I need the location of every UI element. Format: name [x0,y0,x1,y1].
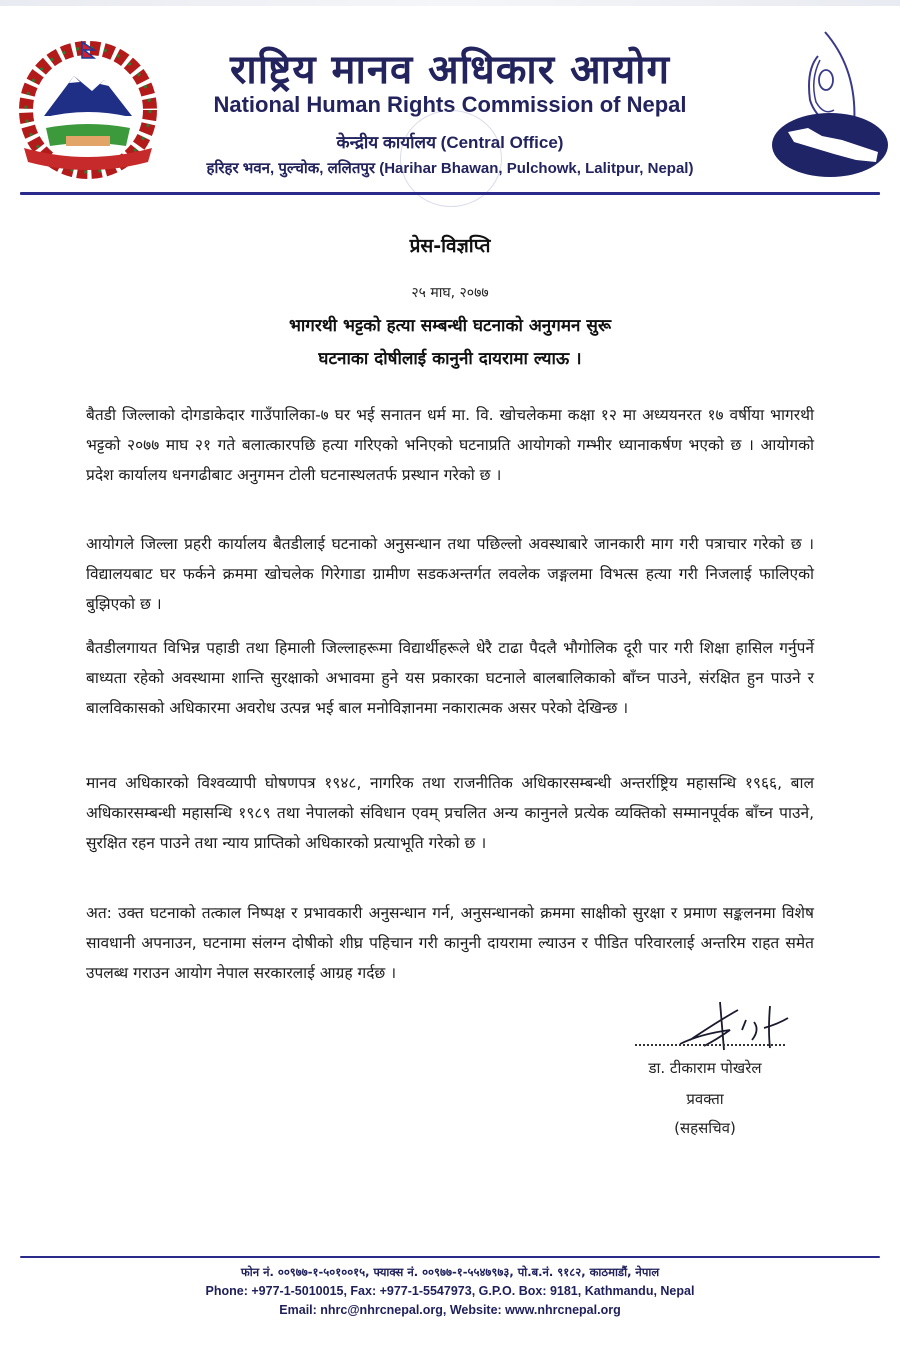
signatory-rank: (सहसचिव) [674,1119,736,1137]
signatory-role: प्रवक्ता [686,1090,724,1108]
headline-line-2: घटनाका दोषीलाई कानुनी दायरामा ल्याऊ । [318,349,582,369]
handwritten-signature-icon [620,1000,830,1060]
footer-divider [20,1256,880,1258]
office-address: हरिहर भवन, पुल्चोक, ललितपुर (Harihar Bhawan, Pulchowk, Lalitpur, Nepal) [206,160,694,177]
signature-line [635,1044,785,1046]
press-release-date: २५ माघ, २०७७ [411,285,489,301]
signatory-name: डा. टीकाराम पोखरेल [648,1059,762,1077]
header-divider [20,192,880,195]
scan-top-edge [0,0,900,6]
footer-email-website: Email: nhrc@nhrcnepal.org, Website: www.nhrcnepal.org [279,1303,621,1317]
body-paragraph: अत: उक्त घटनाको तत्काल निष्पक्ष र प्रभावकारी अनुसन्धान गर्न, अनुसन्धानको क्रममा साक्षीको सुरक्षा र प्रमाण सङ्कलनमा विशेष सावधानी अपनाउन, घटनामा संलग्न दोषीको शीघ्र पहिचान गरी कानुनी दायरामा ल्याउन र पीडित परिवारलाई अन्तरिम राहत समेत उपलब्ध गराउन आयोग नेपाल सरकारलाई आग्रह गर्दछ । [86,904,814,982]
headline-line-1: भागरथी भट्टको हत्या सम्बन्धी घटनाको अनुगमन सुरू [288,316,612,336]
nhrc-flame-map-logo-icon [770,30,890,180]
body-paragraph: मानव अधिकारको विश्वव्यापी घोषणपत्र १९४८, नागरिक तथा राजनीतिक अधिकारसम्बन्धी अन्तर्राष्ट्रिय महासन्धि १९६६, बाल अधिकारसम्बन्धी महासन्धि १९८९ तथा नेपालको संविधान एवम् प्रचलित अन्य कानुनले प्रत्येक व्यक्तिको सम्मानपूर्वक बाँच्न पाउने, सुरक्षित रहन पाउने तथा न्याय प्राप्तिको अधिकारको प्रत्याभूति गरेको छ । [86,774,814,852]
footer-contact-english: Phone: +977-1-5010015, Fax: +977-1-5547973, G.P.O. Box: 9181, Kathmandu, Nepal [205,1284,695,1298]
body-paragraph: आयोगले जिल्ला प्रहरी कार्यालय बैतडीलाई घटनाको अनुसन्धान तथा पछिल्लो अवस्थाबारे जानकारी माग गरी पत्राचार गरेको छ । विद्यालयबाट घर फर्कने क्रममा खोचलेक गिरेगाडा ग्रामीण सडकअन्तर्गत लवलेक जङ्गलमा विभत्स हत्या गरी निजलाई फालिएको बुझिएको छ । [86,535,814,613]
press-release-title: प्रेस-विज्ञप्ति [409,235,491,257]
organization-name-nepali: राष्ट्रिय मानव अधिकार आयोग [229,47,671,93]
footer-contact-nepali: फोन नं. ००९७७-१-५०१००१५, फ्याक्स नं. ००९७७-१-५५४७९७३, पो.ब.नं. ९१८२, काठमाडौं, नेपाल [240,1265,660,1279]
organization-name-english: National Human Rights Commission of Nepal [213,92,687,117]
body-paragraph: बैतडी जिल्लाको दोगडाकेदार गाउँपालिका-७ घर भई सनातन धर्म मा. वि. खोचलेकमा कक्षा १२ मा अध्ययनरत १७ वर्षीया भागरथी भट्टको २०७७ माघ २१ गते बलात्कारपछि हत्या गरिएको भनिएको घटनाप्रति आयोगको गम्भीर ध्यानाकर्षण भएको छ । आयोगको प्रदेश कार्यालय धनगढीबाट अनुगमन टोली घटनास्थलतर्फ प्रस्थान गरेको छ । [86,406,814,484]
office-label: केन्द्रीय कार्यालय (Central Office) [336,133,564,152]
body-paragraph: बैतडीलगायत विभिन्न पहाडी तथा हिमाली जिल्लाहरूमा विद्यार्थीहरूले धेरै टाढा पैदलै भौगोलिक दूरी पार गरी शिक्षा हासिल गर्नुपर्ने बाध्यता रहेको अवस्थामा शान्ति सुरक्षाको अभावमा हुने यस प्रकारका घटनाले बालबालिकाको बाँच्न पाउने, संरक्षित हुन पाउने र बालविकासको अधिकारमा अवरोध उत्पन्न भई बाल मनोविज्ञानमा नकारात्मक असर परेको देखिन्छ । [86,639,814,717]
